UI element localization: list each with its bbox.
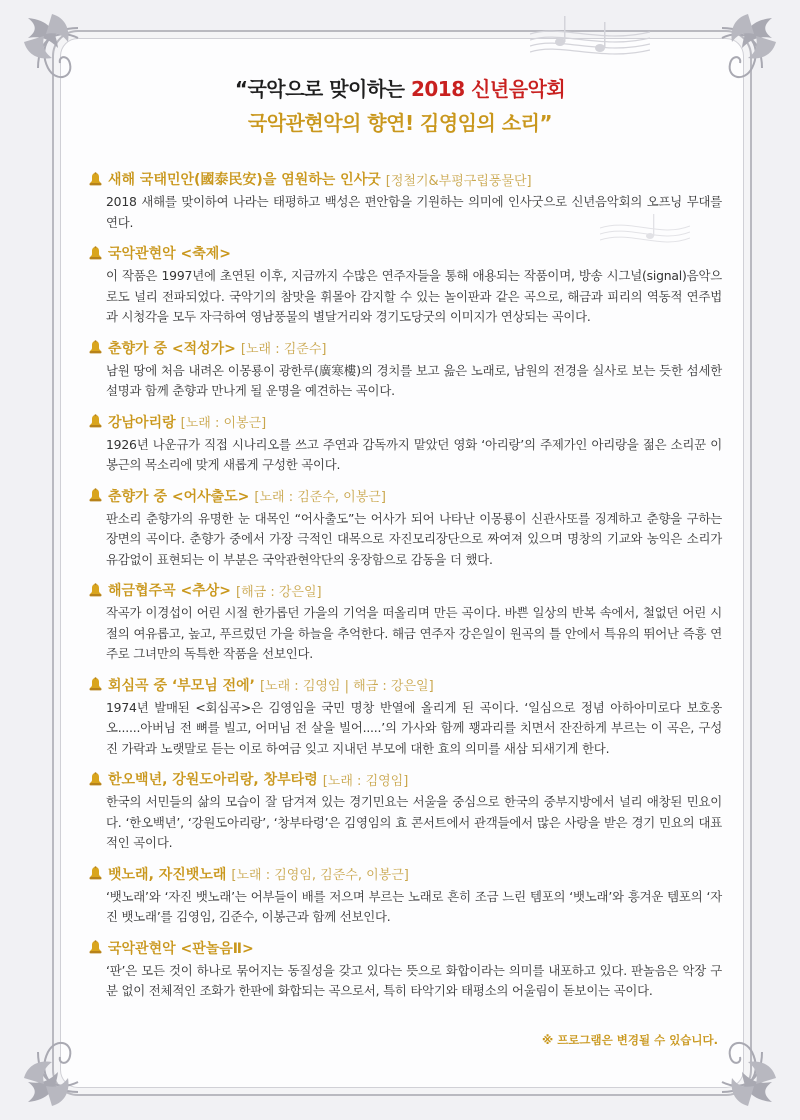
program-item-header	[88, 166, 722, 192]
concert-title	[0, 72, 800, 140]
ornament-bottom-left	[18, 992, 138, 1112]
bell-icon	[88, 866, 103, 881]
program-item-title: 춘향가 중 <어사출도>	[108, 488, 250, 505]
program-item-title: 국악관현악 <축제>	[108, 246, 232, 262]
program-item-credit: [해금 : 강은일]	[236, 584, 322, 600]
program-item-description: 이 작품은 1997년에 초연된 이후, 지금까지 수많은 연주자들을 통해 애용되는 작품이며, 방송 시그널(signal)음악으로도 널리 전파되었다. 국악기의 참맛을 휘몰아 감지할 수 있는 놀이판과 같은 곡으로, 해금과 피리의 역동적 연주법과 시청각을 모두 자극하여 영남풍물의 별달거리와 경기도당굿의 이미지가 연상되는 곡이다.	[106, 268, 722, 324]
program-item-description: 1926년 나운규가 직접 시나리오를 쓰고 주연과 감독까지 맡았던 영화 ‘아리랑’의 주제가인 아리랑을 젊은 소리꾼 이봉근의 목소리에 맞게 새롭게 구성한 곡이다.	[106, 436, 722, 472]
program-item-header	[88, 483, 722, 509]
bell-icon	[88, 772, 103, 787]
program-item-title: 한오백년, 강원도아리랑, 창부타령	[108, 772, 318, 788]
program-item-credit: [노래 : 김영임]	[322, 773, 409, 789]
program-item-header	[88, 240, 722, 266]
program-item-credit: [노래 : 이봉근]	[180, 416, 267, 431]
program-item-credit: [노래 : 김준수]	[240, 342, 327, 357]
program-item-description: 2018 새해를 맞이하여 나라는 태평하고 백성은 편안함을 기원하는 의미에 인사굿으로 신년음악회의 오프닝 무대를 연다.	[106, 194, 722, 230]
program-change-notice: ※ 프로그램은 변경될 수 있습니다.	[542, 1033, 718, 1047]
program-item-description: 1974년 발매된 <회심곡>은 김영임을 국민 명창 반열에 올리게 된 곡이다. ‘일심으로 정념 아하아미로다 보호옹오......아버님 전 뼈를 빌고, 어머님 전 살을 빌어.....’의 가사와 함께 꽹과리를 치면서 잔잔하게 부르는 이 곡은, 구성진 가락과 노랫말로 듣는 이로 하여금 잊고 지내던 부모에 대한 효의 의미를 새삼 되새기게 한다.	[106, 699, 722, 756]
program-item-title: 회심곡 중 ‘부모님 전에’	[108, 677, 255, 694]
program-item-header	[88, 766, 722, 792]
bell-icon	[88, 172, 103, 187]
program-item	[88, 672, 722, 760]
program-item	[88, 577, 722, 665]
program-item-title: 춘향가 중 <적성가>	[108, 340, 236, 357]
program-list	[88, 166, 722, 1009]
program-item-title: 새해 국태민안(國泰民安)을 염원하는 인사굿	[108, 172, 381, 188]
program-item	[88, 240, 722, 328]
program-item-title: 해금협주곡 <추상>	[108, 583, 232, 599]
program-item-description: 남원 땅에 처음 내려온 이몽룡이 광한루(廣寒樓)의 경치를 보고 읊은 노래로, 남원의 전경을 실사로 보는 듯한 섬세한 설명과 함께 춘향과 만나게 될 운명을 예견하는 곡이다.	[106, 362, 722, 398]
program-item-description: 한국의 서민들의 삶의 모습이 잘 담겨져 있는 경기민요는 서울을 중심으로 한국의 중부지방에서 널리 애창된 민요이다. ‘한오백년’, ‘강원도아리랑’, ‘창부타령’은 김영임의 효 콘서트에서 관객들에서 많은 사랑을 받은 경기 민요의 대표적인 곡이다.	[106, 794, 722, 850]
program-item-credit: [노래 : 김영임 | 해금 : 강은일]	[259, 679, 434, 694]
program-item-title: 뱃노래, 자진뱃노래	[108, 866, 227, 883]
program-item-credit: [노래 : 김영임, 김준수, 이봉근]	[231, 868, 409, 883]
program-item	[88, 861, 722, 928]
program-item	[88, 409, 722, 476]
program-item-header	[88, 409, 722, 435]
bell-icon	[88, 583, 103, 598]
title-prefix: “국악으로 맞이하는	[234, 77, 411, 101]
program-item-description: 판소리 춘향가의 유명한 눈 대목인 “어사출도”는 어사가 되어 나타난 이몽룡이 신관사또를 징계하고 춘향을 구하는 장면의 곡이다. 춘향가 중에서 가장 극적인 대목으로 자진모리장단으로 짜여져 있으며 명창의 기교와 농익은 소리가 유감없이 표현되는 이 부분은 국악관현악단의 웅장함으로 감동을 더 했다.	[106, 510, 722, 567]
program-item-description: ‘뱃노래’와 ‘자진 뱃노래’는 어부들이 배를 저으며 부르는 노래로 흔히 조금 느린 템포의 ‘뱃노래’와 흥겨운 템포의 ‘자진 뱃노래’를 김영임, 김준수, 이봉근과 함께 선보인다.	[106, 888, 722, 924]
program-item-header	[88, 577, 722, 603]
program-item	[88, 935, 722, 1002]
program-item-description: ‘판’은 모든 것이 하나로 묶어지는 동질성을 갖고 있다는 뜻으로 화합이라는 의미를 내포하고 있다. 판놀음은 악장 구분 없이 전체적인 조화가 한판에 화합되는 곡으로서, 특히 타악기와 태평소의 어울림이 돋보이는 곡이다.	[106, 962, 722, 998]
program-item-credit: [노래 : 김준수, 이봉근]	[254, 490, 386, 505]
bell-icon	[88, 940, 103, 955]
bell-icon	[88, 340, 103, 355]
program-item	[88, 766, 722, 854]
bell-icon	[88, 677, 103, 692]
bell-icon	[88, 414, 103, 429]
program-item-description: 작곡가 이경섭이 어린 시절 한가롭던 가을의 기억을 떠올리며 만든 곡이다. 바쁜 일상의 반복 속에서, 철없던 어린 시절의 여유롭고, 높고, 푸르렀던 가을 하늘을 추억한다. 해금 연주자 강은일이 원곡의 틀 안에서 특유의 뛰어난 즉흥 연주로 그녀만의 독특한 작품을 선보인다.	[106, 605, 722, 661]
program-item-title: 강남아리랑	[108, 414, 176, 431]
title-line-2: 국악관현악의 향연! 김영임의 소리”	[247, 111, 553, 135]
ornament-bottom-right	[662, 992, 782, 1112]
program-item-header	[88, 861, 722, 887]
program-item-title: 국악관현악 <판놀음Ⅱ>	[108, 940, 254, 957]
program-item-header	[88, 335, 722, 361]
bell-icon	[88, 488, 103, 503]
bell-icon	[88, 246, 103, 261]
title-highlight: 2018 신년음악회	[410, 77, 566, 101]
program-item-credit: [정철기&부평구립풍물단]	[385, 173, 532, 189]
program-item-header	[88, 672, 722, 698]
program-item	[88, 166, 722, 233]
title-line-1	[0, 72, 800, 106]
program-item	[88, 483, 722, 571]
program-item-header	[88, 935, 722, 961]
program-item	[88, 335, 722, 402]
